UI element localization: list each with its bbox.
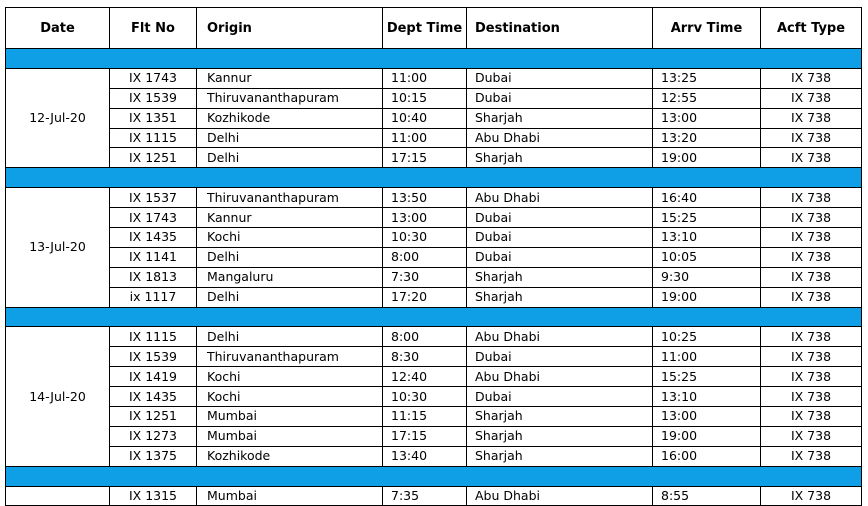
destination-cell: Sharjah	[467, 446, 653, 466]
dept-time-cell: 13:50	[383, 188, 467, 208]
table-row	[6, 148, 862, 168]
dept-time-cell: 11:15	[383, 407, 467, 427]
flight-no-cell: IX 1743	[110, 208, 197, 228]
dept-time-cell: 8:00	[383, 327, 467, 347]
table-row	[6, 68, 862, 88]
table-row	[6, 188, 862, 208]
arrv-time-cell: 16:40	[653, 188, 761, 208]
date-group-separator	[6, 466, 862, 486]
arrv-time-cell: 19:00	[653, 148, 761, 168]
origin-cell: Kannur	[197, 68, 383, 88]
aircraft-type-cell: IX 738	[761, 148, 862, 168]
flight-no-cell: IX 1419	[110, 367, 197, 387]
schedule-body	[6, 49, 862, 506]
dept-time-cell: 7:35	[383, 486, 467, 506]
flight-no-cell: IX 1539	[110, 88, 197, 108]
dept-time-cell: 11:00	[383, 68, 467, 88]
origin-cell: Delhi	[197, 287, 383, 307]
table-row	[6, 407, 862, 427]
destination-cell: Abu Dhabi	[467, 486, 653, 506]
aircraft-type-cell: IX 738	[761, 287, 862, 307]
aircraft-type-cell: IX 738	[761, 247, 862, 267]
flight-no-cell: IX 1539	[110, 347, 197, 367]
flight-no-cell: IX 1743	[110, 68, 197, 88]
dept-time-cell: 8:00	[383, 247, 467, 267]
origin-cell: Kozhikode	[197, 446, 383, 466]
header-dept-time: Dept Time	[383, 8, 467, 49]
flight-no-cell: IX 1251	[110, 148, 197, 168]
destination-cell: Sharjah	[467, 426, 653, 446]
destination-cell: Dubai	[467, 247, 653, 267]
table-row	[6, 88, 862, 108]
flight-no-cell: IX 1251	[110, 407, 197, 427]
origin-cell: Thiruvananthapuram	[197, 88, 383, 108]
dept-time-cell: 11:00	[383, 128, 467, 148]
origin-cell: Mumbai	[197, 407, 383, 427]
origin-cell: Kannur	[197, 208, 383, 228]
origin-cell: Delhi	[197, 247, 383, 267]
origin-cell: Kochi	[197, 367, 383, 387]
arrv-time-cell: 9:30	[653, 267, 761, 287]
aircraft-type-cell: IX 738	[761, 88, 862, 108]
dept-time-cell: 13:00	[383, 208, 467, 228]
arrv-time-cell: 12:55	[653, 88, 761, 108]
header-arrv-time: Arrv Time	[653, 8, 761, 49]
destination-cell: Abu Dhabi	[467, 188, 653, 208]
arrv-time-cell: 19:00	[653, 426, 761, 446]
arrv-time-cell: 13:10	[653, 228, 761, 248]
arrv-time-cell: 13:25	[653, 68, 761, 88]
origin-cell: Delhi	[197, 148, 383, 168]
arrv-time-cell: 15:25	[653, 367, 761, 387]
destination-cell: Sharjah	[467, 148, 653, 168]
header-date: Date	[6, 8, 110, 49]
dept-time-cell: 10:30	[383, 387, 467, 407]
arrv-time-cell: 16:00	[653, 446, 761, 466]
dept-time-cell: 13:40	[383, 446, 467, 466]
flight-no-cell: IX 1315	[110, 486, 197, 506]
date-group-separator	[6, 49, 862, 69]
destination-cell: Dubai	[467, 88, 653, 108]
date-cell	[6, 486, 110, 506]
aircraft-type-cell: IX 738	[761, 347, 862, 367]
date-group-separator	[6, 307, 862, 327]
destination-cell: Sharjah	[467, 267, 653, 287]
flight-no-cell: IX 1435	[110, 387, 197, 407]
table-row	[6, 128, 862, 148]
arrv-time-cell: 8:55	[653, 486, 761, 506]
aircraft-type-cell: IX 738	[761, 367, 862, 387]
flight-no-cell: IX 1435	[110, 228, 197, 248]
dept-time-cell: 10:40	[383, 108, 467, 128]
origin-cell: Mumbai	[197, 426, 383, 446]
destination-cell: Abu Dhabi	[467, 367, 653, 387]
separator-bar	[6, 307, 862, 327]
aircraft-type-cell: IX 738	[761, 68, 862, 88]
aircraft-type-cell: IX 738	[761, 267, 862, 287]
date-group-separator	[6, 168, 862, 188]
aircraft-type-cell: IX 738	[761, 108, 862, 128]
arrv-time-cell: 10:05	[653, 247, 761, 267]
dept-time-cell: 12:40	[383, 367, 467, 387]
flight-no-cell: IX 1115	[110, 327, 197, 347]
date-cell: 14-Jul-20	[6, 327, 110, 466]
arrv-time-cell: 11:00	[653, 347, 761, 367]
aircraft-type-cell: IX 738	[761, 327, 862, 347]
header-origin: Origin	[197, 8, 383, 49]
origin-cell: Kochi	[197, 228, 383, 248]
table-row	[6, 387, 862, 407]
origin-cell: Thiruvananthapuram	[197, 347, 383, 367]
flight-no-cell: ix 1117	[110, 287, 197, 307]
separator-bar	[6, 466, 862, 486]
origin-cell: Kozhikode	[197, 108, 383, 128]
flight-no-cell: IX 1115	[110, 128, 197, 148]
arrv-time-cell: 13:00	[653, 108, 761, 128]
destination-cell: Dubai	[467, 68, 653, 88]
dept-time-cell: 17:20	[383, 287, 467, 307]
flight-no-cell: IX 1375	[110, 446, 197, 466]
table-row	[6, 486, 862, 506]
destination-cell: Abu Dhabi	[467, 128, 653, 148]
flight-no-cell: IX 1273	[110, 426, 197, 446]
separator-bar	[6, 168, 862, 188]
table-row	[6, 327, 862, 347]
origin-cell: Delhi	[197, 327, 383, 347]
origin-cell: Mangaluru	[197, 267, 383, 287]
header-aircraft-type: Acft Type	[761, 8, 862, 49]
arrv-time-cell: 10:25	[653, 327, 761, 347]
flight-no-cell: IX 1351	[110, 108, 197, 128]
flight-no-cell: IX 1813	[110, 267, 197, 287]
destination-cell: Sharjah	[467, 108, 653, 128]
arrv-time-cell: 15:25	[653, 208, 761, 228]
aircraft-type-cell: IX 738	[761, 407, 862, 427]
dept-time-cell: 7:30	[383, 267, 467, 287]
table-row	[6, 347, 862, 367]
date-cell: 13-Jul-20	[6, 188, 110, 307]
destination-cell: Abu Dhabi	[467, 327, 653, 347]
destination-cell: Sharjah	[467, 287, 653, 307]
aircraft-type-cell: IX 738	[761, 387, 862, 407]
aircraft-type-cell: IX 738	[761, 426, 862, 446]
aircraft-type-cell: IX 738	[761, 128, 862, 148]
flight-no-cell: IX 1537	[110, 188, 197, 208]
header-flight-no: Flt No	[110, 8, 197, 49]
arrv-time-cell: 19:00	[653, 287, 761, 307]
flight-schedule-table	[5, 7, 862, 506]
origin-cell: Thiruvananthapuram	[197, 188, 383, 208]
table-row	[6, 267, 862, 287]
date-cell: 12-Jul-20	[6, 68, 110, 167]
aircraft-type-cell: IX 738	[761, 188, 862, 208]
destination-cell: Dubai	[467, 347, 653, 367]
dept-time-cell: 17:15	[383, 426, 467, 446]
origin-cell: Kochi	[197, 387, 383, 407]
header-row	[6, 8, 862, 49]
table-row	[6, 287, 862, 307]
table-row	[6, 367, 862, 387]
aircraft-type-cell: IX 738	[761, 486, 862, 506]
origin-cell: Delhi	[197, 128, 383, 148]
dept-time-cell: 10:30	[383, 228, 467, 248]
dept-time-cell: 10:15	[383, 88, 467, 108]
destination-cell: Dubai	[467, 208, 653, 228]
table-row	[6, 108, 862, 128]
separator-bar	[6, 49, 862, 69]
flight-no-cell: IX 1141	[110, 247, 197, 267]
destination-cell: Dubai	[467, 228, 653, 248]
aircraft-type-cell: IX 738	[761, 446, 862, 466]
table-row	[6, 247, 862, 267]
dept-time-cell: 8:30	[383, 347, 467, 367]
aircraft-type-cell: IX 738	[761, 228, 862, 248]
aircraft-type-cell: IX 738	[761, 208, 862, 228]
table-row	[6, 228, 862, 248]
arrv-time-cell: 13:20	[653, 128, 761, 148]
table-row	[6, 446, 862, 466]
destination-cell: Sharjah	[467, 407, 653, 427]
origin-cell: Mumbai	[197, 486, 383, 506]
header-destination: Destination	[467, 8, 653, 49]
table-row	[6, 208, 862, 228]
dept-time-cell: 17:15	[383, 148, 467, 168]
table-row	[6, 426, 862, 446]
destination-cell: Dubai	[467, 387, 653, 407]
arrv-time-cell: 13:10	[653, 387, 761, 407]
arrv-time-cell: 13:00	[653, 407, 761, 427]
